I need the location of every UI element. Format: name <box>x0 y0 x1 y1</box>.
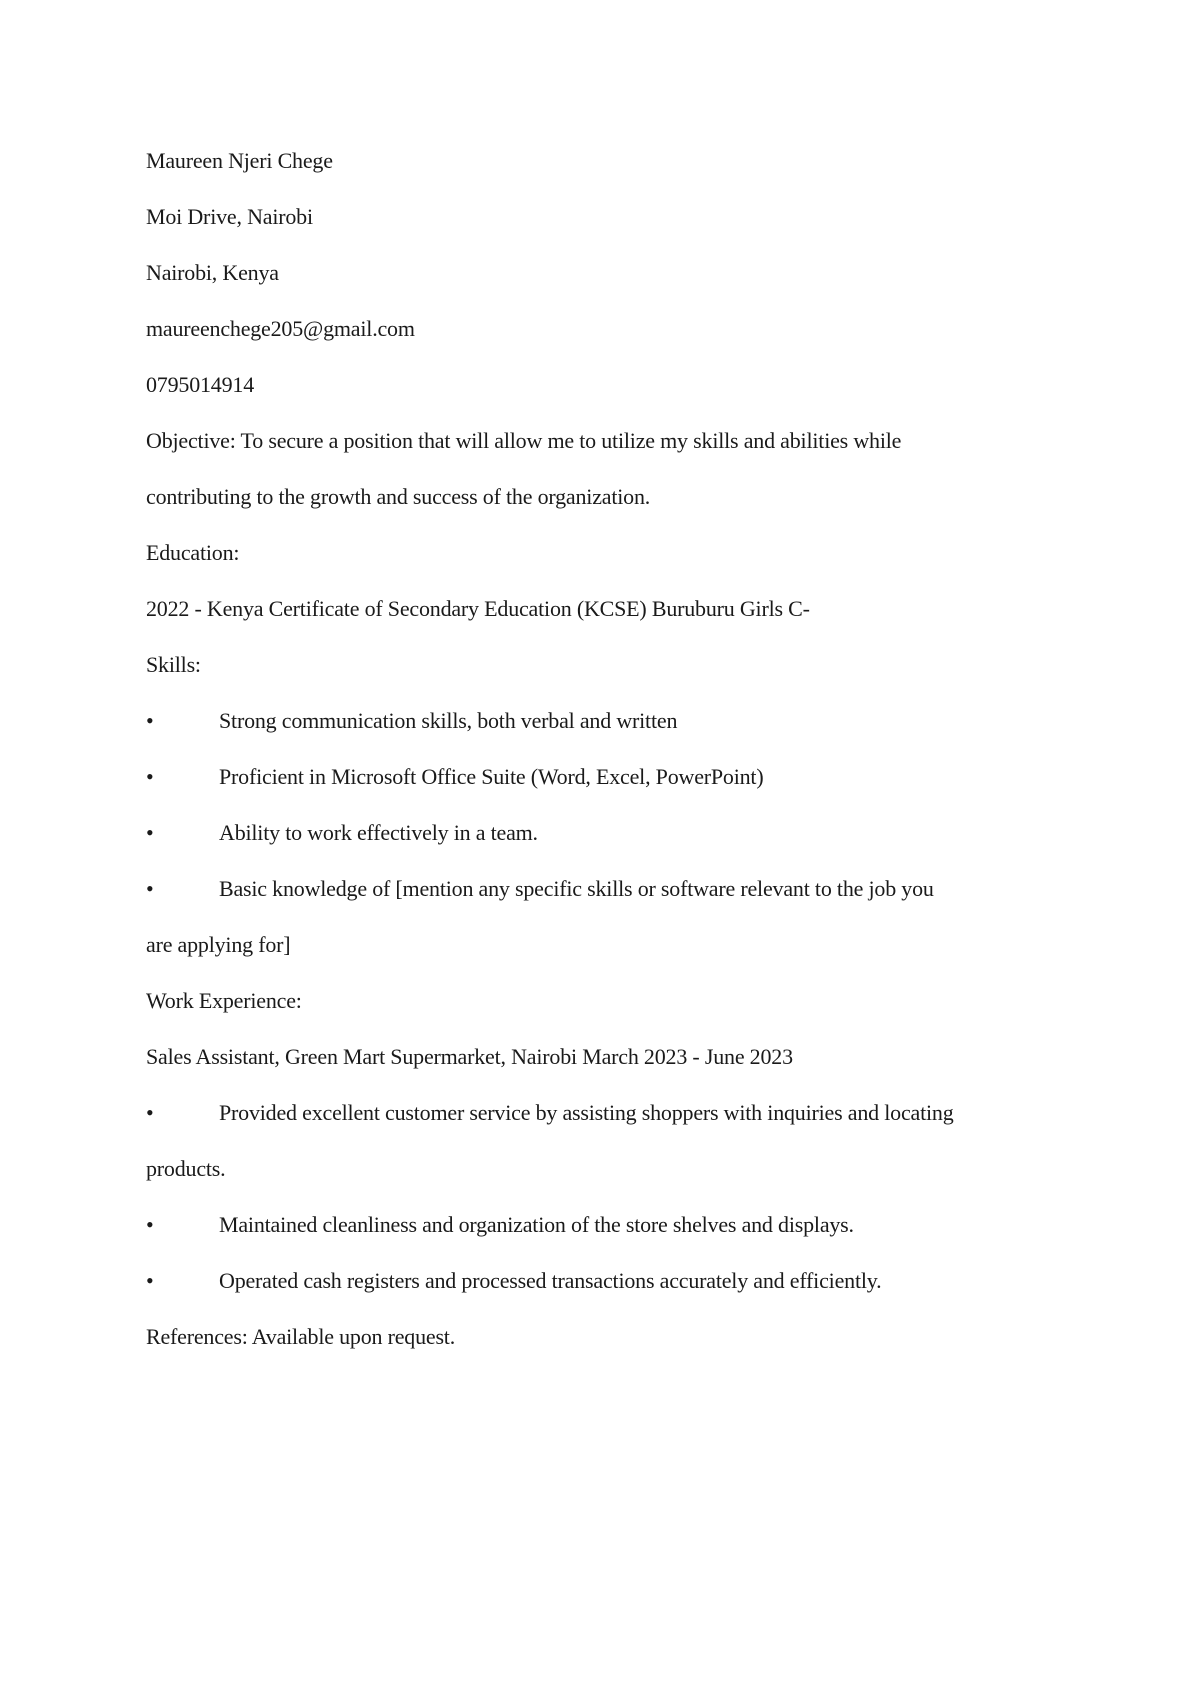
objective-line-1: Objective: To secure a position that will allow me to utilize my skills and abilities while <box>146 428 902 453</box>
contact-address-line1: Moi Drive, Nairobi <box>146 204 313 229</box>
work-item <box>146 1092 1076 1148</box>
skills-heading: Skills: <box>146 652 201 677</box>
bullet-icon: • <box>146 876 154 901</box>
contact-address-line2: Nairobi, Kenya <box>146 260 279 285</box>
skill-item-text: Ability to work effectively in a team. <box>219 820 538 845</box>
education-entry: 2022 - Kenya Certificate of Secondary Education (KCSE) Buruburu Girls C- <box>146 596 810 621</box>
work-item-text: Maintained cleanliness and organization of the store shelves and displays. <box>219 1212 854 1237</box>
contact-email: maureenchege205@gmail.com <box>146 316 415 341</box>
work-heading: Work Experience: <box>146 988 302 1013</box>
bullet-icon: • <box>146 1100 154 1125</box>
work-item-continuation: products. <box>146 1156 226 1181</box>
skill-item-text: Basic knowledge of [mention any specific skills or software relevant to the job you <box>219 876 934 901</box>
skill-item <box>146 700 1076 756</box>
education-heading: Education: <box>146 540 240 565</box>
bullet-icon: • <box>146 764 154 789</box>
contact-name: Maureen Njeri Chege <box>146 148 333 173</box>
bullet-icon: • <box>146 708 154 733</box>
bullet-icon: • <box>146 1212 154 1237</box>
work-item <box>146 1260 1076 1316</box>
bullet-icon: • <box>146 1268 154 1293</box>
work-item-text: Operated cash registers and processed transactions accurately and efficiently. <box>219 1268 882 1293</box>
resume-content <box>146 140 1076 1372</box>
skill-item <box>146 868 1076 924</box>
skill-item <box>146 756 1076 812</box>
skill-item-continuation: are applying for] <box>146 932 291 957</box>
bullet-icon: • <box>146 820 154 845</box>
contact-phone: 0795014914 <box>146 372 255 397</box>
skill-item-text: Strong communication skills, both verbal and written <box>219 708 678 733</box>
skill-item <box>146 812 1076 868</box>
references-line: References: Available upon request. <box>146 1324 456 1349</box>
work-item-text: Provided excellent customer service by assisting shoppers with inquiries and locating <box>219 1100 954 1125</box>
work-position: Sales Assistant, Green Mart Supermarket, Nairobi March 2023 - June 2023 <box>146 1044 793 1069</box>
work-item <box>146 1204 1076 1260</box>
objective-line-2: contributing to the growth and success of the organization. <box>146 484 651 509</box>
skill-item-text: Proficient in Microsoft Office Suite (Word, Excel, PowerPoint) <box>219 764 764 789</box>
